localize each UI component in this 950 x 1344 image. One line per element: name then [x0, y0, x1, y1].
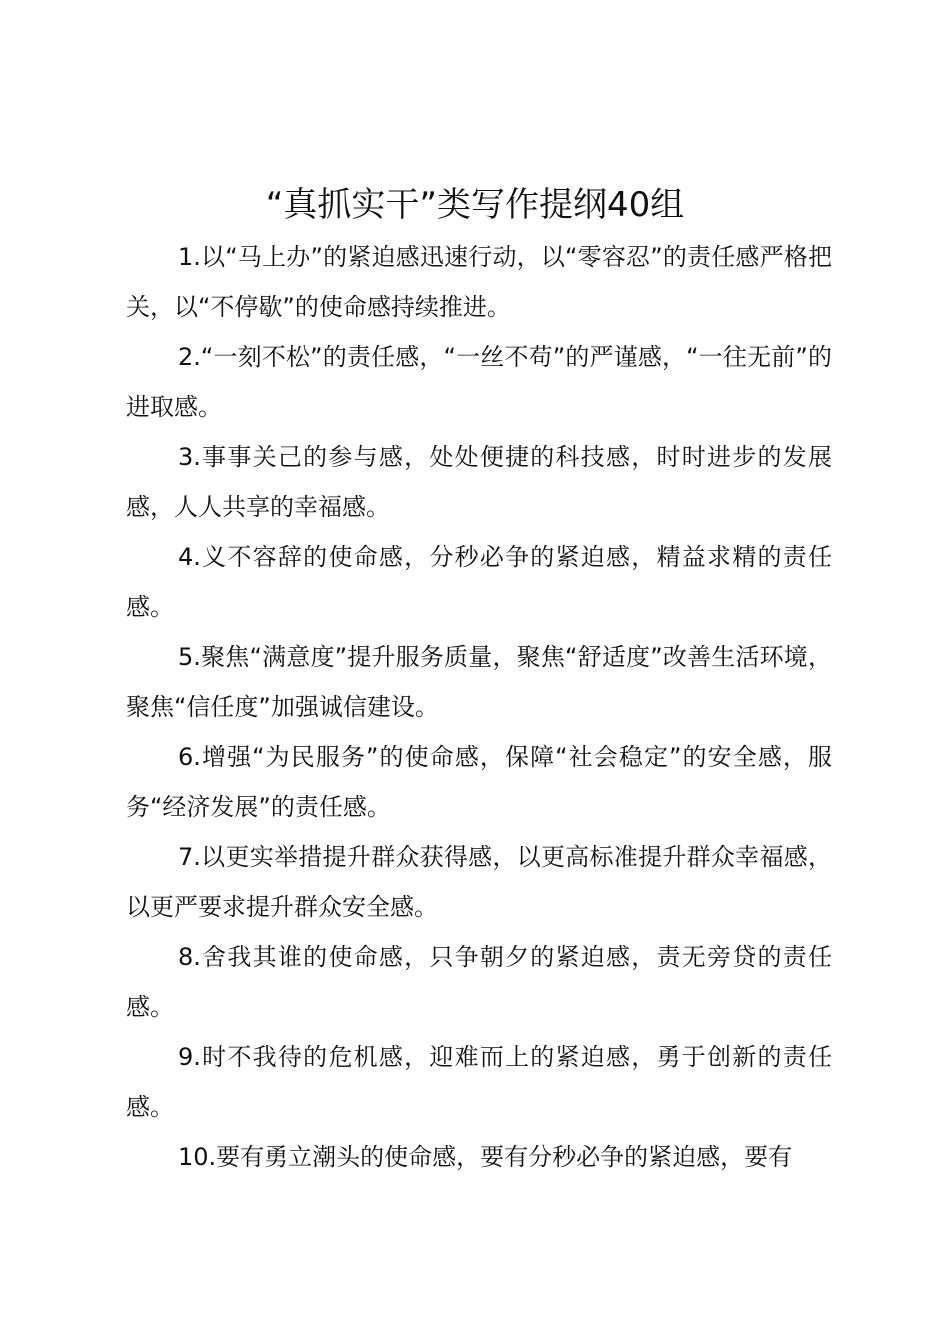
paragraph-2: 2.“一刻不松”的责任感，“一丝不苟”的严谨感，“一往无前”的进取感。 — [126, 343, 832, 421]
paragraph-9: 9.时不我待的危机感，迎难而上的紧迫感，勇于创新的责任感。 — [126, 1043, 832, 1121]
paragraph-5: 5.聚焦“满意度”提升服务质量，聚焦“舒适度”改善生活环境，聚焦“信任度”加强诚信建设。 — [126, 643, 832, 721]
paragraph-3: 3.事事关己的参与感，处处便捷的科技感，时时进步的发展感，人人共享的幸福感。 — [126, 443, 832, 521]
paragraph-8: 8.舍我其谁的使命感，只争朝夕的紧迫感，责无旁贷的责任感。 — [126, 943, 832, 1021]
paragraph-4: 4.义不容辞的使命感，分秒必争的紧迫感，精益求精的责任感。 — [126, 543, 832, 621]
paragraph-1: 1.以“马上办”的紧迫感迅速行动，以“零容忍”的责任感严格把关，以“不停歇”的使命感持续推进。 — [126, 243, 832, 321]
paragraph-10: 10.要有勇立潮头的使命感，要有分秒必争的紧迫感，要有 — [178, 1143, 793, 1171]
document-body — [126, 232, 832, 1182]
document-title: “真抓实干”类写作提纲40组 — [265, 185, 685, 225]
paragraph-7: 7.以更实举措提升群众获得感，以更高标准提升群众幸福感，以更严要求提升群众安全感。 — [126, 843, 832, 921]
paragraph-6: 6.增强“为民服务”的使命感，保障“社会稳定”的安全感，服务“经济发展”的责任感。 — [126, 743, 832, 821]
